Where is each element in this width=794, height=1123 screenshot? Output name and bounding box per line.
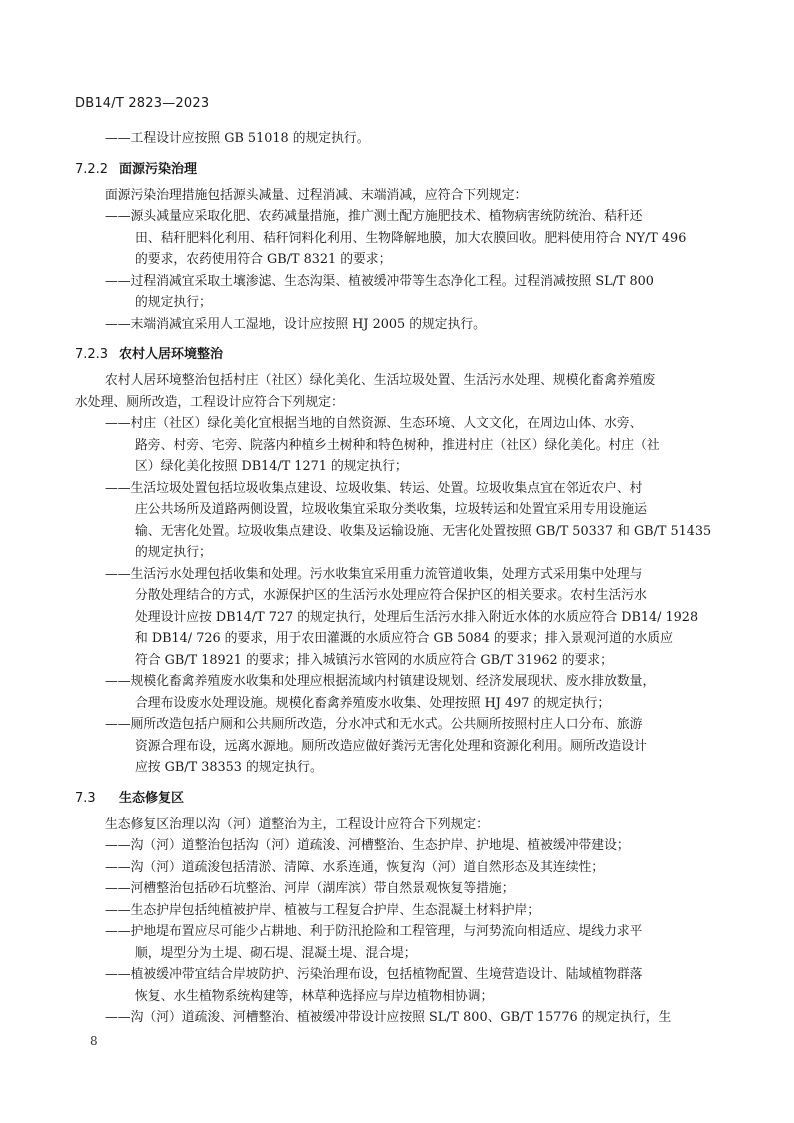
body-line: 区）绿化美化按照 DB14/T 1271 的规定执行； [135,459,408,474]
body-line: 和 DB14/ 726 的要求，用于农田灌溉的水质应符合 GB 5084 的要求；排入景观河道的水质应 [135,631,673,646]
body-line: ——工程设计应按照 GB 51018 的规定执行。 [105,131,370,146]
body-line: ——村庄（社区）绿化美化宜根据当地的自然资源、生态环境、人文文化，在周边山体、水旁、 [105,416,643,431]
section-number: 7.2.3 [75,347,109,362]
body-line: ——沟（河）道整治包括沟（河）道疏浚、河槽整治、生态护岸、护地堤、植被缓冲带建设； [105,838,630,853]
section-number: 7.2.2 [75,161,109,177]
body-line: ——生态护岸包括纯植被护岸、植被与工程复合护岸、生态混凝土材料护岸； [105,902,541,918]
body-line: ——过程消减宜采取土壤渗滤、生态沟渠、植被缓冲带等生态净化工程。过程消减按照 SL/T 800 [105,273,654,289]
body-line: ——生活垃圾处置包括垃圾收集点建设、垃圾收集、转运、处置。垃圾收集点宜在邻近农户、村 [105,480,643,496]
body-line: 的规定执行； [135,295,212,310]
body-line: 的规定执行； [135,545,212,560]
body-line: ——厕所改造包括户厕和公共厕所改造，分水冲式和无水式。公共厕所按照村庄人口分布、旅游 [105,717,643,732]
section-heading-7-3 [75,788,705,810]
body-line: ——河槽整治包括砂石坑整治、河岸（湖库滨）带自然景观恢复等措施； [105,881,515,896]
body-line: 输、无害化处置。垃圾收集点建设、收集及运输设施、无害化处置按照 GB/T 50337 和 GB/T 51435 [135,523,712,539]
body-line: 应按 GB/T 38353 的规定执行。 [135,760,323,775]
section-title: 农村人居环境整治 [119,347,224,362]
section-title: 面源污染治理 [119,161,198,177]
body-line: 路旁、村旁、宅旁、院落内种植乡土树种和特色树种，推进村庄（社区）绿化美化。村庄（社 [135,437,660,453]
body-line: ——植被缓冲带宜结合岸坡防护、污染治理布设，包括植物配置、生境营造设计、陆域植物群落 [105,967,643,982]
section-heading-7-2-3 [75,344,705,366]
body-line: ——沟（河）道疏浚、河槽整治、植被缓冲带设计应按照 SL/T 800、GB/T 15776 的规定执行，生 [105,1010,672,1025]
body-line: 处理设计应按 DB14/T 727 的规定执行，处理后生活污水排入附近水体的水质应符合 DB14/ 1928 [135,609,699,625]
body-line: ——护地堤布置应尽可能少占耕地、利于防汛抢险和工程管理，与河势流向相适应、堤线力求平 [105,924,643,939]
body-line: 符合 GB/T 18921 的要求；排入城镇污水管网的水质应符合 GB/T 31962 的要求； [135,652,613,668]
body-line: ——源头减量应采取化肥、农药减量措施，推广测土配方施肥技术、植物病害统防统治、秸秆还 [105,209,643,224]
body-line: 的要求，农药使用符合 GB/T 8321 的要求； [135,252,392,267]
body-line: ——生活污水处理包括收集和处理。污水收集宜采用重力流管道收集，处理方式采用集中处理与 [105,566,643,582]
body-line: 农村人居环境整治包括村庄（社区）绿化美化、生活垃圾处置、生活污水处理、规模化畜禽养殖废 [105,373,656,388]
page-body [75,128,712,1029]
body-line: 田、秸秆肥料化利用、秸秆饲料化利用、生物降解地膜，加大农膜回收。肥料使用符合 NY/T 496 [135,230,687,246]
body-line: ——沟（河）道疏浚包括清淤、清障、水系连通，恢复沟（河）道自然形态及其连续性； [105,859,605,875]
section-title: 生态修复区 [119,790,185,806]
body-line: ——末端消减宜采用人工湿地，设计应按照 HJ 2005 的规定执行。 [105,316,486,332]
body-line: 分散处理结合的方式，水源保护区的生活污水处理应符合保护区的相关要求。农村生活污水 [135,588,647,603]
section-number: 7.3 [75,790,96,806]
body-line: 水处理、厕所改造，工程设计应符合下列规定： [75,394,344,410]
body-line: 资源合理布设，远离水源地。厕所改造应做好粪污无害化处理和资源化利用。厕所改造设计 [135,738,647,754]
section-heading-7-2-2 [75,159,705,181]
body-line: 生态修复区治理以沟（河）道整治为主，工程设计应符合下列规定： [105,816,489,832]
body-line: 恢复、水生植物系统构建等，林草种选择应与岸边植物相协调； [135,988,494,1004]
body-line: 顺，堤型分为土堤、砌石堤、混凝土堤、混合堤； [135,945,417,961]
document-code-header: DB14/T 2823—2023 [75,96,210,111]
body-line: 合理布设废水处理设施。规模化畜禽养殖废水收集、处理按照 HJ 497 的规定执行； [135,695,611,711]
body-line: 庄公共场所及道路两侧设置，垃圾收集宜采取分类收集，垃圾转运和处置宜采用专用设施运 [135,502,647,517]
body-line: ——规模化畜禽养殖废水收集和处理应根据流域内村镇建设规划、经济发展现状、废水排放数量， [105,674,656,689]
page-number: 8 [90,1034,98,1048]
body-line: 面源污染治理措施包括源头减量、过程消减、末端消减，应符合下列规定： [105,187,528,203]
